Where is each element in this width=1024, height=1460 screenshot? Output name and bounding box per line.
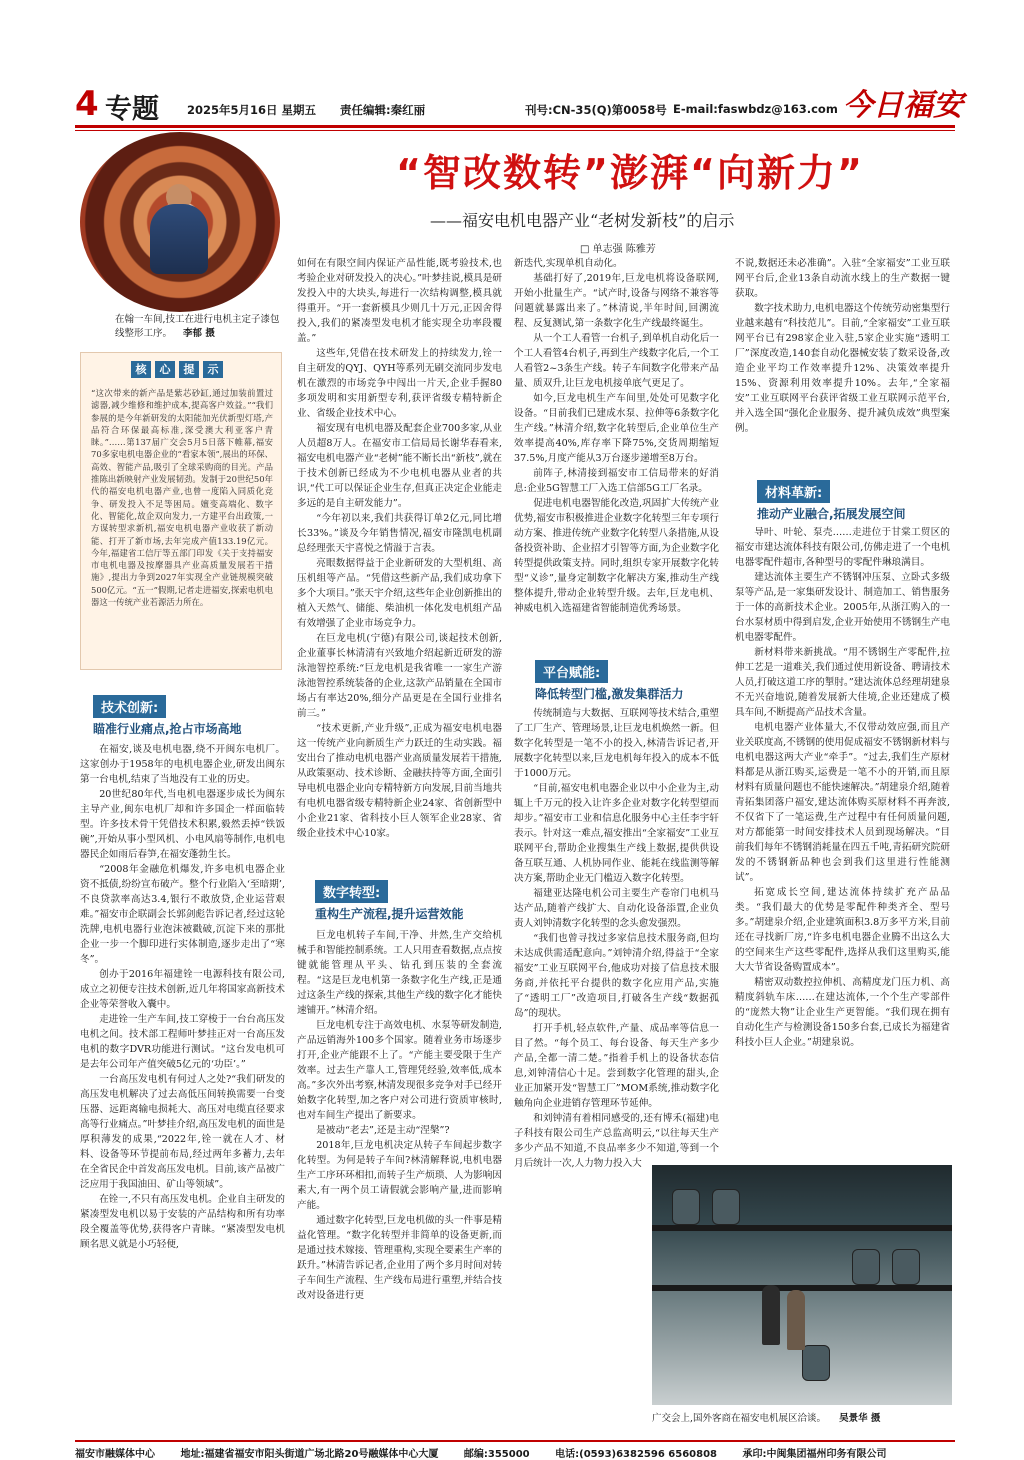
paragraph: 亮眼数据得益于企业新研发的大型机组、高压机组等产品。“凭借这些新产品,我们成功拿下多个大项目。”张天宇介绍,这些年企业创新推出的植入天然气、储能、柴油机一体化发电机组产品有效增强了企业市场竞争力。 bbox=[297, 558, 502, 629]
paragraph: “今年初以来,我们共获得订单2亿元,同比增长33%。”谈及今年销售情况,福安市隆凯电机副总经理张天宇喜悦之情溢于言表。 bbox=[297, 513, 502, 554]
section-tag: 数字转型: bbox=[315, 880, 388, 903]
paragraph: 20世纪80年代,当电机电器逐步成长为闽东主导产业,闽东电机厂却和许多国企一样面临转型。许多技术骨干凭借技术积累,毅然丢掉“铁饭碗”,开始从事小型风机、小电风扇等制作,电机电器民企如雨后春笋,在福安蓬勃生长。 bbox=[80, 789, 285, 860]
paragraph: 通过数字化转型,巨龙电机做的头一件事是精益化管理。“数字化转型并非简单的设备更新,而是通过技术嫁接、管理重构,实现全要素生产率的跃升。”林清告诉记者,企业用了两个多月时间对转子车间生产流程、生产线布局进行重塑,并结合技改对设备进行更 bbox=[297, 1215, 502, 1301]
paragraph: 这些年,凭借在技术研发上的持续发力,铨一自主研发的QYJ、QYH等系列无刷交流同步发电机在激烈的市场竞争中闯出一片天,企业手握80多项发明和实用新型专利,获评省级专精特新企业、省级企业技术中心。 bbox=[297, 348, 502, 419]
footer-org: 福安市融媒体中心 bbox=[75, 1449, 155, 1460]
key-points-char: 心 bbox=[155, 361, 175, 378]
photo-pump bbox=[672, 1189, 700, 1225]
issue-number: 刊号:CN-35(Q)第0058号 bbox=[525, 103, 667, 117]
paragraph: 数字技术助力,电机电器这个传统劳动密集型行业越来越有“科技范儿”。目前,“全家福安”工业互联网平台已有298家企业入驻,5家企业实施“透明工厂”深度改造,140套自动化器械安装了数采设备,改造企业平均工作效率提升12%、决策效率提升15%、资源利用效率提升10%。去年,“全家福安”工业互联网平台获评省级工业互联网示范平台,并入选全国“强化企业服务、提升减负成效”典型案例。 bbox=[735, 303, 950, 434]
article-column-4b bbox=[735, 525, 950, 1050]
photo-credit: 李郁 摄 bbox=[183, 328, 215, 339]
byline: □ 单志强 陈雅芳 bbox=[580, 244, 656, 255]
photo-pump bbox=[802, 1345, 830, 1381]
editor-credit: 责任编辑:秦红丽 bbox=[340, 103, 426, 117]
section-heading-tech bbox=[93, 695, 242, 737]
paragraph: 一台高压发电机有何过人之处?“我们研发的高压发电机解决了过去高低压间转换需要一台变压器、远距离输电损耗大、高压对电缆直径要求高等行业痛点。”叶梦挂介绍,高压发电机的面世是厚积薄发的成果,“2022年,铨一就在人才、材料、设备等环节提前布局,经过两年多蓄力,去年在全省民企中首发高压发电机。目前,该产品被广泛应用于我国油田、矿山等领域”。 bbox=[80, 1074, 285, 1190]
paragraph: 不说,数据还未必准确”。入驻“全家福安”工业互联网平台后,企业13条自动流水线上的生产数据一键获取。 bbox=[735, 258, 950, 299]
section-tag: 技术创新: bbox=[93, 695, 166, 718]
paragraph: 建达流体主要生产不锈钢冲压泵、立卧式多级泵等产品,是一家集研发设计、制造加工、销售服务于一体的高新技术企业。2005年,从浙江购入的一台水泵材质中得到启发,企业开始使用不锈钢生产电机电器零配件。 bbox=[735, 572, 950, 643]
paragraph: 从一个工人看管一台机子,到单机自动化后一个工人看管4台机子,再到生产线数字化后,一个工人看管2~3条生产线。转子车间数字化带来产品量、质双升,让巨龙电机接单底气更足了。 bbox=[514, 333, 719, 389]
page-number: 4 bbox=[75, 84, 99, 124]
section-title: 瞄准行业痛点,抢占市场高地 bbox=[93, 722, 242, 736]
paragraph: 福建亚达隆电机公司主要生产卷帘门电机马达产品,随着产线扩大、自动化设备添置,企业负责人刘钟清数字化转型的念头愈发强烈。 bbox=[514, 888, 719, 929]
paragraph: 巨龙电机转子车间,干净、井然,生产交给机械手和智能控制系统。工人只用查看数据,点点按键就能管理从平头、钻孔到压装的全套流程。“这是巨龙电机第一条数字化生产线,正是通过这条生产线的探索,其他生产线的数字化才能快速铺开。”林清介绍。 bbox=[297, 930, 502, 1016]
paragraph: 在铨一,不只有高压发电机。企业自主研发的紧凑型发电机以易于安装的产品结构和所有功率段全覆盖等优势,获得客户青睐。“紧凑型发电机顾名思义就是小巧轻便, bbox=[80, 1194, 285, 1250]
photo-visitor bbox=[762, 1285, 780, 1345]
contact-email: E-mail:faswbdz@163.com bbox=[673, 102, 838, 116]
key-points-char: 提 bbox=[179, 361, 199, 378]
paragraph: 导叶、叶轮、泵壳……走进位于甘棠工贸区的福安市建达流体科技有限公司,仿佛走进了一个电机电器零配件超市,各种型号的零配件琳琅满目。 bbox=[735, 527, 950, 568]
paragraph: 2018年,巨龙电机决定从转子车间起步数字化转型。为何是转子车间?林清解释说,电机电器生产工序环环相扣,而转子生产烦琐、人为影响因素大,有一两个员工请假就会影响产量,进而影响产能。 bbox=[297, 1140, 502, 1211]
article-column-4 bbox=[735, 256, 950, 436]
paragraph: 传统制造与大数据、互联网等技术结合,重塑了工厂生产、管理场景,让巨龙电机焕然一新。但数字化转型是一笔不小的投入,林清告诉记者,开展数字化转型以来,巨龙电机每年投入的成本不低于1000万元。 bbox=[514, 708, 719, 779]
paragraph: 巨龙电机专注于高效电机、水泵等研发制造,产品远销海外100多个国家。随着业务市场逐步打开,企业产能跟不上了。“产能主要受限于生产效率。过去生产靠人工,管理凭经验,效率低,成本高。”多次外出考察,林清发现很多竞争对手已经开始数字化转型,加之客户对公司进行资质审核时,也对车间生产提出了新要求。 bbox=[297, 1020, 502, 1121]
issue-date: 2025年5月16日 星期五 bbox=[187, 103, 317, 117]
article-column-2 bbox=[297, 256, 502, 841]
paragraph: 如何在有限空间内保证产品性能,既考验技术,也考验企业对研发投入的决心。”叶梦挂说,模具是研发投入中的大块头,每进行一次结构调整,模具就得重开。“开一套新模具少则几十万元,正因舍得投入,我们的紧凑型发电机才能实现全功率段覆盖。” bbox=[297, 258, 502, 344]
key-points-text: “这次带来的新产品是紫芯砂缸,通过加装前置过滤器,减少维修和维护成本,提高客户效益。”“我们参展的是今年新研发的太阳能加光伏新型灯塔,产品符合环保最高标准,深受澳大利亚客户青睐。”……第137届广交会5月5日落下帷幕,福安70多家电机电器企业的“看家本领”,展出的环保、高效、智能产品,吸引了全球采购商的目光。产品推陈出新映射产业发展韧劲。发制于20世纪50年代的福安电机电器产业,也曾一度陷入同质化竞争、研发投入不足等困局。嬗变高端化、数字化、智能化,故企双向发力,一方建平台出政策,一方谋转型求新机,福安电机电器产业收获了新动能、打开了新市场,去年完成产值133.19亿元。今年,福建省工信厅等五部门印发《关于支持福安市电机电器及按摩器具产业高质量发展若干措施》,提出力争到2027年实现全产业链规模突破500亿元。“五一”假期,记者走进福安,探索电机电器这一传统产业若源活力所在。 bbox=[91, 388, 273, 608]
expo-caption bbox=[652, 1410, 952, 1424]
key-points-box bbox=[80, 352, 282, 670]
photo-shelf bbox=[652, 1285, 952, 1291]
expo-caption-text: 广交会上,国外客商在福安电机展区洽谈。 bbox=[652, 1413, 827, 1424]
paragraph: 创办于2016年福建铨一电源科技有限公司,成立之初便专注技术创新,近几年将国家高新技术企业等荣誉收入囊中。 bbox=[80, 969, 285, 1010]
masthead-rule-thin bbox=[75, 130, 955, 131]
article-column-2b bbox=[297, 928, 502, 1303]
article-column-1 bbox=[80, 742, 285, 1252]
photo-shelf bbox=[652, 1225, 952, 1231]
canton-fair-photo bbox=[652, 1165, 952, 1405]
paragraph: 在福安,谈及电机电器,绕不开闽东电机厂。这家创办于1958年的电机电器企业,研发出闽东第一台电机,结束了当地没有工业的历史。 bbox=[80, 744, 285, 785]
stator-workshop-photo bbox=[80, 132, 280, 312]
footer-phone: 电话:(0593)6382596 6560808 bbox=[555, 1449, 717, 1460]
section-heading-digital bbox=[315, 880, 464, 922]
footer-printer: 承印:中闽集团福州印务有限公司 bbox=[742, 1449, 887, 1460]
paragraph: 前阵子,林清接到福安市工信局带来的好消息:企业5G智慧工厂入选工信部5G工厂名录。 bbox=[514, 468, 719, 494]
section-title: 降低转型门槛,激发集群活力 bbox=[535, 687, 684, 701]
paragraph: 如今,巨龙电机生产车间里,处处可见数字化设备。“目前我们已建成水泵、拉伸等6条数字化生产线。”林清介绍,数字化转型后,企业单位生产效率提高40%,库存率下降75%,交货周期缩短37.5%,月度产能从3万台逐步递增至8万台。 bbox=[514, 393, 719, 464]
paragraph: 新迭代,实现单机自动化。 bbox=[514, 258, 623, 269]
photo-caption-text: 在翰一车间,技工在进行电机主定子漆包线整形工序。 bbox=[115, 314, 280, 339]
footer-postcode: 邮编:355000 bbox=[463, 1449, 530, 1460]
paragraph: “目前,福安电机电器企业以中小企业为主,动辄上千万元的投入让许多企业对数字化转型望而却步。”福安市工业和信息化服务中心主任李宇轩表示。针对这一难点,福安推出“全家福安”工业互联网平台,帮助企业搜集生产线上数据,提供供设备互联互通、人机协同作业、能耗在线监测等解决方案,帮助企业无门槛迈入数字化转型。 bbox=[514, 783, 719, 884]
footer-address: 地址:福建省福安市阳头街道广场北路20号融媒体中心大厦 bbox=[180, 1449, 439, 1460]
paragraph: “我们也曾寻找过多家信息技术服务商,但均未达成供需适配意向。”刘钟清介绍,得益于“全家福安”工业互联网平台,他成功对接了信息技术服务商,并依托平台提供的数字化应用产品,实施了“透明工厂”改造项目,打破各生产线“数据孤岛”的现状。 bbox=[514, 933, 719, 1019]
section-heading-material bbox=[757, 480, 906, 522]
section-title: 推动产业融合,拓展发展空间 bbox=[757, 507, 906, 521]
key-points-title bbox=[131, 361, 227, 378]
footer-rule bbox=[75, 1440, 955, 1442]
paragraph: 福安现有电机电器及配套企业700多家,从业人员超8万人。在福安市工信局局长谢华春看来,福安电机电器产业“老树”能不断长出“新枝”,就在于技术创新已经成为不少电机电器从业者的共识,“代工可以保证企业生存,但真正决定企业能走多远的是自主研发能力”。 bbox=[297, 423, 502, 509]
key-points-char: 示 bbox=[203, 361, 223, 378]
paragraph: 和刘钟清有着相同感受的,还有博禾(福建)电子科技有限公司生产总监高明云,“以往每天生产多少产品不知道,不良品率多少不知道,等到一个月后统计一次,人力物力投入大 bbox=[514, 1113, 719, 1169]
section-title: 重构生产流程,提升运营效能 bbox=[315, 907, 464, 921]
key-points-char: 核 bbox=[131, 361, 151, 378]
section-heading-platform bbox=[535, 660, 684, 702]
paragraph: 促进电机电器智能化改造,巩固扩大传统产业优势,福安市积极推进企业数字化转型三年专项行动方案、推进传统产业数字化转型八条措施,从设备投资补助、企业招才引智等方面,为企业数字化转型提供政策支持。同时,组织专家开展数字化转型“义诊”,量身定制数字化解决方案,推动生产线整体提升,带动企业转型升级。去年,巨龙电机、神威电机入选福建省智能制造优秀场景。 bbox=[514, 498, 719, 614]
paragraph: “2008年金融危机爆发,许多电机电器企业资不抵债,纷纷宣布破产。整个行业陷入‘至暗期’,不良贷款率高达3.4,银行不敢放贷,企业运营艰难。”福安市企联副会长郭剑彪告诉记者,经过这轮洗牌,电机电器行业泡沫被戳破,沉淀下来的那批企业一步一个脚印进行实体制造,逐步走出了“寒冬”。 bbox=[80, 864, 285, 965]
photo-pump bbox=[852, 1249, 880, 1285]
masthead-rule bbox=[75, 125, 955, 128]
expo-photo-credit: 吴景华 摄 bbox=[839, 1413, 881, 1424]
headline: “智改数转”澎湃“向新力” bbox=[396, 151, 864, 195]
photo-pump bbox=[712, 1189, 740, 1225]
photo-visitor bbox=[787, 1290, 805, 1350]
photo-caption bbox=[115, 313, 285, 341]
masthead bbox=[75, 84, 963, 125]
section-tag: 材料革新: bbox=[757, 480, 830, 503]
paragraph: 精密双动数控拉伸机、高精度龙门压力机、高精度斜轨车床……在建达流体,一个个生产零部件的“庞然大物”让企业生产更智能。“我们现在拥有自动化生产与检测设备150多台套,已成长为福建省科技小巨人企业。”胡建泉说。 bbox=[735, 977, 950, 1048]
newspaper-logo: 今日福安 bbox=[843, 88, 963, 123]
section-tag: 平台赋能: bbox=[535, 660, 608, 683]
paragraph: 打开手机,轻点软件,产量、成品率等信息一目了然。“每个员工、每台设备、每天生产多少产品,全都一清二楚。”指着手机上的设备状态信息,刘钟清信心十足。尝到数字化管理的甜头,企业正加紧开发“智慧工厂”MOM系统,推动数字化触角向企业进销存管理环节延伸。 bbox=[514, 1023, 719, 1109]
footer bbox=[75, 1445, 955, 1460]
section-title: 专题 bbox=[105, 94, 159, 125]
article-column-3b bbox=[514, 706, 719, 1171]
paragraph: 拓宽成长空间,建达流体持续扩充产品品类。“我们最大的优势是零配件种类齐全、型号多。”胡建泉介绍,企业建筑面积3.8万多平方米,目前还在寻找新厂房,“许多电机电器企业腾不出这么大的空间来生产这些零配件,选择从我们这里购买,能大大节省设备购置成本”。 bbox=[735, 887, 950, 973]
paragraph: 新材料带来新挑战。“用不锈钢生产零配件,拉伸工艺是一道难关,我们通过使用新设备、聘请技术人员,打破这道工序的掣肘。”建达流体总经理胡建泉不无兴奋地说,随着发展新大佳境,企业还建成了模具车间,不断提高产品技术含量。 bbox=[735, 647, 950, 718]
paragraph: 走进铨一生产车间,技工穿梭于一台台高压发电机之间。技术部工程师叶梦挂正对一台高压发电机的数字DVR功能进行测试。“这台发电机可是去年公司年产值突破5亿元的‘功臣’。” bbox=[80, 1014, 285, 1070]
paragraph: 电机电器产业体量大,不仅带动效应强,而且产业关联度高,不锈钢的使用促成福安不锈钢新材料与电机电器这两大产业“牵手”。“过去,我们生产原材料都是从浙江购买,运费是一笔不小的开销,而且原材料有质量问题也不能快速解决。”胡建泉介绍,随着青拓集团落户福安,建达流体购买原材料不再奔波,不仅省下了一笔运费,生产过程中有任何质量问题,对方都能第一时间安排技术人员到现场解决。“目前我们每年不锈钢消耗量在四五千吨,青拓研究院研发的不锈钢新品种也会到我们这里进行性能测试”。 bbox=[735, 722, 950, 883]
subheadline: ——福安电机电器产业“老树发新枝”的启示 bbox=[430, 211, 735, 230]
photo-pump bbox=[892, 1249, 920, 1285]
paragraph: 在巨龙电机(宁德)有限公司,谈起技术创新,企业董事长林清清有兴致地介绍起新近研发的游泳池智控系统:“巨龙电机是我省唯一一家生产游泳池智控系统装备的企业,这款产品销量在全国市场占有率达20%,细分产品更是在全国行业排名前三。” bbox=[297, 633, 502, 719]
paragraph: 是被动“老去”,还是主动“涅槃”? bbox=[316, 1125, 450, 1136]
paragraph: 基础打好了,2019年,巨龙电机将设备联网,开始小批量生产。“试产时,设备与网络不兼容等问题就暴露出来了。”林清说,半年时间,回溯流程、反复测试,第一条数字化生产线最终诞生。 bbox=[514, 273, 719, 329]
paragraph: “技术更新,产业升级”,正成为福安电机电器这一传统产业向新质生产力跃迁的生动实践。福安出台了推动电机电器产业高质量发展若干措施,从政策驱动、技术诊断、金融扶持等方面,全面引导电机电器企业向专精特新方向发展,目前当地共有电机电器省级专精特新企业24家、省创新型中小企业21家、省科技小巨人领军企业28家、省级企业技术中心10家。 bbox=[297, 723, 502, 839]
photo-worker-body bbox=[150, 204, 208, 274]
article-column-3 bbox=[514, 256, 719, 616]
